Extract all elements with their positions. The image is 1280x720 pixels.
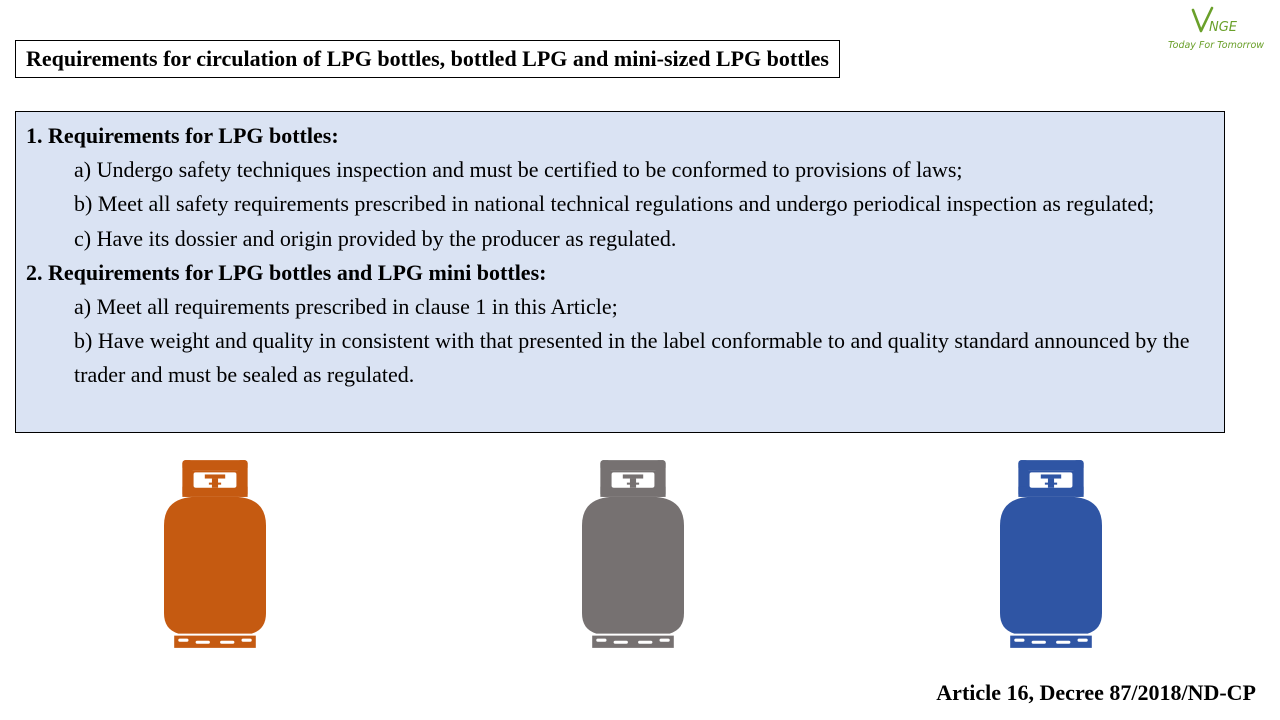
gas-cylinder-icon — [164, 458, 266, 648]
requirement-item: a) Undergo safety techniques inspection and must be certified to be conformed to provisions of laws; — [74, 157, 963, 183]
gas-cylinder-icon — [582, 458, 684, 648]
requirements-panel — [15, 111, 1225, 433]
vnge-logo-icon — [1190, 6, 1250, 36]
section-heading: 1. Requirements for LPG bottles: — [26, 123, 339, 148]
requirement-item: c) Have its dossier and origin provided by the producer as regulated. — [74, 225, 677, 251]
requirement-item: b) Meet all safety requirements prescribed in national technical regulations and undergo periodical inspection as regulated; — [74, 191, 1155, 217]
requirement-item: a) Meet all requirements prescribed in clause 1 in this Article; — [74, 294, 618, 320]
company-logo — [1160, 4, 1270, 54]
gas-cylinder-icon — [1000, 458, 1102, 648]
slide-title-text: Requirements for circulation of LPG bottles, bottled LPG and mini-sized LPG bottles — [26, 46, 829, 71]
requirement-item: b) Have weight and quality in consistent with that presented in the label conformable to and quality standard announced by the trader and must be sealed as regulated. — [74, 328, 1190, 388]
logo-tagline: Today For Tomorrow — [1168, 40, 1265, 51]
legal-citation: Article 16, Decree 87/2018/ND-CP — [936, 680, 1256, 705]
section-heading: 2. Requirements for LPG bottles and LPG mini bottles: — [26, 259, 547, 285]
slide-title — [15, 40, 840, 78]
svg-text:NGE: NGE — [1209, 20, 1238, 35]
